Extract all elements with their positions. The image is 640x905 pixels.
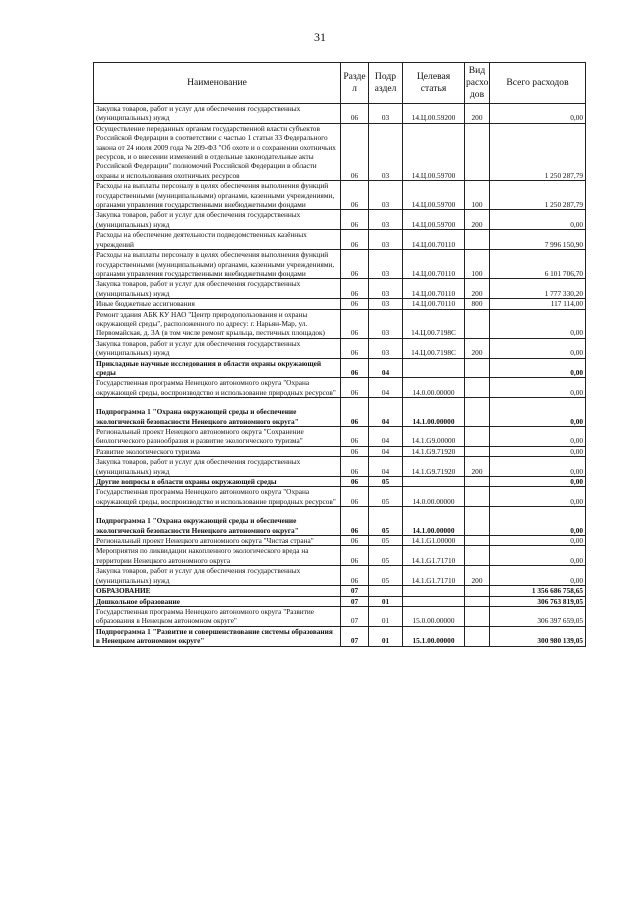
- table-row: [94, 546, 586, 566]
- cell-name: Региональный проект Ненецкого автономного округа "Сохранение биологического разнообразия и развитие экологического туризма": [94, 427, 341, 447]
- cell-sum: 306 763 819,05: [490, 596, 586, 606]
- cell-sum: 0,00: [490, 104, 586, 124]
- cell-sec: 06: [341, 250, 369, 279]
- cell-sub: [369, 586, 403, 596]
- cell-sec: 06: [341, 309, 369, 338]
- cell-sub: 03: [369, 210, 403, 230]
- cell-sum: 0,00: [490, 398, 586, 427]
- cell-sum: 1 777 330,20: [490, 279, 586, 299]
- cell-tgt: 14.Ц.00.70110: [403, 299, 465, 309]
- cell-sec: 06: [341, 181, 369, 210]
- cell-name: Прикладные научные исследования в области охраны окружающей среды: [94, 358, 341, 378]
- cell-name: Закупка товаров, работ и услуг для обеспечения государственных (муниципальных) нужд: [94, 457, 341, 477]
- cell-kind: [465, 606, 490, 626]
- table-row: [94, 427, 586, 447]
- table-row: [94, 446, 586, 456]
- cell-tgt: 14.1.00.00000: [403, 398, 465, 427]
- cell-name: Развитие экологического туризма: [94, 446, 341, 456]
- cell-name: Расходы на выплаты персоналу в целях обеспечения выполнения функций государственными (муниципальными) органами, казенными учреждениями, органами управления государственными внебюджетными фондами: [94, 250, 341, 279]
- cell-kind: [465, 507, 490, 536]
- cell-sum: 0,00: [490, 477, 586, 487]
- cell-kind: 200: [465, 566, 490, 586]
- table-row: [94, 398, 586, 427]
- cell-sec: 07: [341, 586, 369, 596]
- cell-tgt: 14.Ц.00.7198С: [403, 338, 465, 358]
- cell-name: Осуществление переданных органам государственной власти субъектов Российской Федерации в соответствии с частью 1 статьи 33 Федерального закона от 24 июля 2009 года № 209-ФЗ "Об охоте и о сохранении охотничьих ресурсов, и о внесении изменений в отдельные законодательные акты Российской Федерации" полномочий Российской Федерации в области охраны и использования охотничьих ресурсов: [94, 123, 341, 180]
- header-total: Всего расходов: [490, 63, 586, 104]
- cell-name: Подпрограмма 1 "Охрана окружающей среды и обеспечение экологической безопасности Ненецкого автономного округа": [94, 398, 341, 427]
- cell-kind: [465, 427, 490, 447]
- cell-sub: 03: [369, 299, 403, 309]
- table-row: [94, 626, 586, 646]
- cell-tgt: 14.Ц.00.7198С: [403, 309, 465, 338]
- cell-sub: 04: [369, 446, 403, 456]
- cell-name: Подпрограмма 1 "Развитие и совершенствование системы образования в Ненецком автономном округе": [94, 626, 341, 646]
- table-row: [94, 507, 586, 536]
- cell-sec: 07: [341, 596, 369, 606]
- cell-tgt: 14.1.G9.00000: [403, 427, 465, 447]
- cell-tgt: 14.1.00.00000: [403, 507, 465, 536]
- cell-sec: 06: [341, 123, 369, 180]
- cell-kind: [465, 446, 490, 456]
- cell-sub: 04: [369, 398, 403, 427]
- table-row: [94, 536, 586, 546]
- cell-sec: 07: [341, 626, 369, 646]
- cell-name: ОБРАЗОВАНИЕ: [94, 586, 341, 596]
- cell-tgt: [403, 477, 465, 487]
- cell-kind: [465, 123, 490, 180]
- cell-sum: 0,00: [490, 309, 586, 338]
- cell-tgt: [403, 596, 465, 606]
- cell-sub: 03: [369, 309, 403, 338]
- cell-sec: 07: [341, 606, 369, 626]
- cell-sub: 04: [369, 427, 403, 447]
- cell-tgt: 14.1.G9.71920: [403, 446, 465, 456]
- cell-tgt: 14.1.G1.00000: [403, 536, 465, 546]
- cell-tgt: 14.0.00.00000: [403, 378, 465, 398]
- cell-sub: 01: [369, 606, 403, 626]
- table-row: [94, 586, 586, 596]
- cell-sec: 06: [341, 566, 369, 586]
- cell-kind: [465, 586, 490, 596]
- cell-kind: [465, 626, 490, 646]
- cell-tgt: 14.Ц.00.70110: [403, 279, 465, 299]
- cell-name: Государственная программа Ненецкого автономного округа "Охрана окружающей среды, воспроизводство и использование природных ресурсов": [94, 378, 341, 398]
- table-row: [94, 309, 586, 338]
- cell-sub: 03: [369, 181, 403, 210]
- cell-name: Иные бюджетные ассигнования: [94, 299, 341, 309]
- table-row: [94, 230, 586, 250]
- cell-sec: 06: [341, 507, 369, 536]
- cell-sum: 117 114,00: [490, 299, 586, 309]
- cell-sec: 06: [341, 210, 369, 230]
- cell-sub: 05: [369, 487, 403, 507]
- cell-sub: 05: [369, 507, 403, 536]
- cell-sum: 0,00: [490, 427, 586, 447]
- cell-sub: 01: [369, 626, 403, 646]
- cell-name: Подпрограмма 1 "Охрана окружающей среды и обеспечение экологической безопасности Ненецкого автономного округа": [94, 507, 341, 536]
- table-row: [94, 358, 586, 378]
- table-row: [94, 596, 586, 606]
- cell-tgt: 15.0.00.00000: [403, 606, 465, 626]
- cell-sub: 03: [369, 104, 403, 124]
- cell-kind: [465, 477, 490, 487]
- cell-kind: 200: [465, 338, 490, 358]
- cell-tgt: 14.1.G1.71710: [403, 546, 465, 566]
- cell-sum: 6 101 706,70: [490, 250, 586, 279]
- cell-sec: 06: [341, 536, 369, 546]
- cell-kind: [465, 358, 490, 378]
- cell-sec: 06: [341, 477, 369, 487]
- cell-sec: 06: [341, 104, 369, 124]
- table-row: [94, 104, 586, 124]
- cell-tgt: 15.1.00.00000: [403, 626, 465, 646]
- cell-kind: [465, 546, 490, 566]
- cell-sum: 1 356 686 758,65: [490, 586, 586, 596]
- cell-sub: 05: [369, 477, 403, 487]
- cell-tgt: 14.Ц.00.59700: [403, 123, 465, 180]
- cell-sec: 06: [341, 487, 369, 507]
- cell-kind: 200: [465, 210, 490, 230]
- cell-sub: 03: [369, 230, 403, 250]
- cell-sub: 04: [369, 457, 403, 477]
- cell-sum: 306 397 659,05: [490, 606, 586, 626]
- table-row: [94, 457, 586, 477]
- cell-sum: 0,00: [490, 457, 586, 477]
- cell-sec: 06: [341, 378, 369, 398]
- cell-name: Государственная программа Ненецкого автономного округа "Охрана окружающей среды, воспроизводство и использование природных ресурсов": [94, 487, 341, 507]
- cell-tgt: 14.Ц.00.70110: [403, 250, 465, 279]
- cell-name: Закупка товаров, работ и услуг для обеспечения государственных (муниципальных) нужд: [94, 279, 341, 299]
- cell-tgt: 14.0.00.00000: [403, 487, 465, 507]
- cell-sub: 01: [369, 596, 403, 606]
- header-name: Наименование: [94, 63, 341, 104]
- header-target: Целевая статья: [403, 63, 465, 104]
- cell-sec: 06: [341, 427, 369, 447]
- cell-kind: 100: [465, 250, 490, 279]
- cell-sum: 1 250 287,79: [490, 123, 586, 180]
- cell-sum: 0,00: [490, 210, 586, 230]
- cell-name: Государственная программа Ненецкого автономного округа "Развитие образования в Ненецком автономном округе": [94, 606, 341, 626]
- cell-kind: [465, 398, 490, 427]
- cell-sub: 03: [369, 338, 403, 358]
- cell-sec: 06: [341, 279, 369, 299]
- table-row: [94, 210, 586, 230]
- cell-sec: 06: [341, 299, 369, 309]
- cell-sub: 04: [369, 378, 403, 398]
- cell-kind: 200: [465, 457, 490, 477]
- table-body: [94, 104, 586, 647]
- cell-sub: 05: [369, 536, 403, 546]
- cell-name: Ремонт здания АБК КУ НАО "Центр природопользования и охраны окружающей среды", расположенного по адресу: г. Нарьян-Мар, ул. Первомайская, д. 3А (в том числе ремонт крыльца, пестичных площадок): [94, 309, 341, 338]
- cell-kind: [465, 230, 490, 250]
- cell-sub: 05: [369, 566, 403, 586]
- cell-tgt: 14.Ц.00.59200: [403, 104, 465, 124]
- cell-sum: 0,00: [490, 546, 586, 566]
- cell-kind: [465, 487, 490, 507]
- cell-tgt: [403, 586, 465, 596]
- cell-sum: 0,00: [490, 446, 586, 456]
- cell-kind: [465, 596, 490, 606]
- cell-sec: 06: [341, 546, 369, 566]
- cell-name: Другие вопросы в области охраны окружающей среды: [94, 477, 341, 487]
- cell-kind: 100: [465, 181, 490, 210]
- cell-sub: 03: [369, 250, 403, 279]
- cell-tgt: 14.1.G1.71710: [403, 566, 465, 586]
- cell-name: Расходы на выплаты персоналу в целях обеспечения выполнения функций государственными (муниципальными) органами, казенными учреждениями, органами управления государственными внебюджетными фондами: [94, 181, 341, 210]
- header-subsection: Подр аздел: [369, 63, 403, 104]
- cell-sum: 0,00: [490, 378, 586, 398]
- cell-tgt: 14.Ц.00.59700: [403, 210, 465, 230]
- cell-sub: 03: [369, 279, 403, 299]
- cell-name: Расходы на обеспечение деятельности подведомственных казённых учреждений: [94, 230, 341, 250]
- cell-sec: 06: [341, 398, 369, 427]
- cell-kind: 200: [465, 104, 490, 124]
- page-number: 31: [314, 30, 326, 44]
- cell-kind: [465, 536, 490, 546]
- cell-sum: 0,00: [490, 338, 586, 358]
- cell-kind: 200: [465, 279, 490, 299]
- cell-sec: 06: [341, 446, 369, 456]
- cell-kind: [465, 378, 490, 398]
- table-row: [94, 338, 586, 358]
- cell-tgt: [403, 358, 465, 378]
- cell-sum: 0,00: [490, 507, 586, 536]
- table-row: [94, 606, 586, 626]
- cell-sub: 03: [369, 123, 403, 180]
- budget-table: [93, 62, 586, 647]
- cell-sum: 7 996 150,90: [490, 230, 586, 250]
- table-row: [94, 181, 586, 210]
- cell-sec: 06: [341, 457, 369, 477]
- cell-tgt: 14.Ц.00.59700: [403, 181, 465, 210]
- table-row: [94, 477, 586, 487]
- cell-sum: 0,00: [490, 536, 586, 546]
- cell-sec: 06: [341, 230, 369, 250]
- cell-kind: 800: [465, 299, 490, 309]
- cell-name: Закупка товаров, работ и услуг для обеспечения государственных (муниципальных) нужд: [94, 104, 341, 124]
- cell-name: Закупка товаров, работ и услуг для обеспечения государственных (муниципальных) нужд: [94, 338, 341, 358]
- table-row: [94, 299, 586, 309]
- cell-sum: 1 250 287,79: [490, 181, 586, 210]
- cell-tgt: 14.1.G9.71920: [403, 457, 465, 477]
- table-row: [94, 279, 586, 299]
- table-row: [94, 487, 586, 507]
- cell-name: Мероприятия по ликвидации накопленного экологического вреда на территории Ненецкого автономного округа: [94, 546, 341, 566]
- cell-tgt: 14.Ц.00.70110: [403, 230, 465, 250]
- header-section: Разде л: [341, 63, 369, 104]
- table-header-row: [94, 63, 586, 104]
- cell-sub: 04: [369, 358, 403, 378]
- cell-sub: 05: [369, 546, 403, 566]
- cell-name: Закупка товаров, работ и услуг для обеспечения государственных (муниципальных) нужд: [94, 210, 341, 230]
- cell-sum: 0,00: [490, 487, 586, 507]
- cell-name: Дошкольное образование: [94, 596, 341, 606]
- table-row: [94, 378, 586, 398]
- cell-name: Закупка товаров, работ и услуг для обеспечения государственных (муниципальных) нужд: [94, 566, 341, 586]
- table-row: [94, 123, 586, 180]
- cell-kind: [465, 309, 490, 338]
- table-row: [94, 250, 586, 279]
- header-kind: Вид расхо дов: [465, 63, 490, 104]
- cell-name: Региональный проект Ненецкого автономного округа "Чистая страна": [94, 536, 341, 546]
- table-row: [94, 566, 586, 586]
- cell-sum: 300 980 139,05: [490, 626, 586, 646]
- cell-sum: 0,00: [490, 358, 586, 378]
- cell-sec: 06: [341, 358, 369, 378]
- cell-sum: 0,00: [490, 566, 586, 586]
- cell-sec: 06: [341, 338, 369, 358]
